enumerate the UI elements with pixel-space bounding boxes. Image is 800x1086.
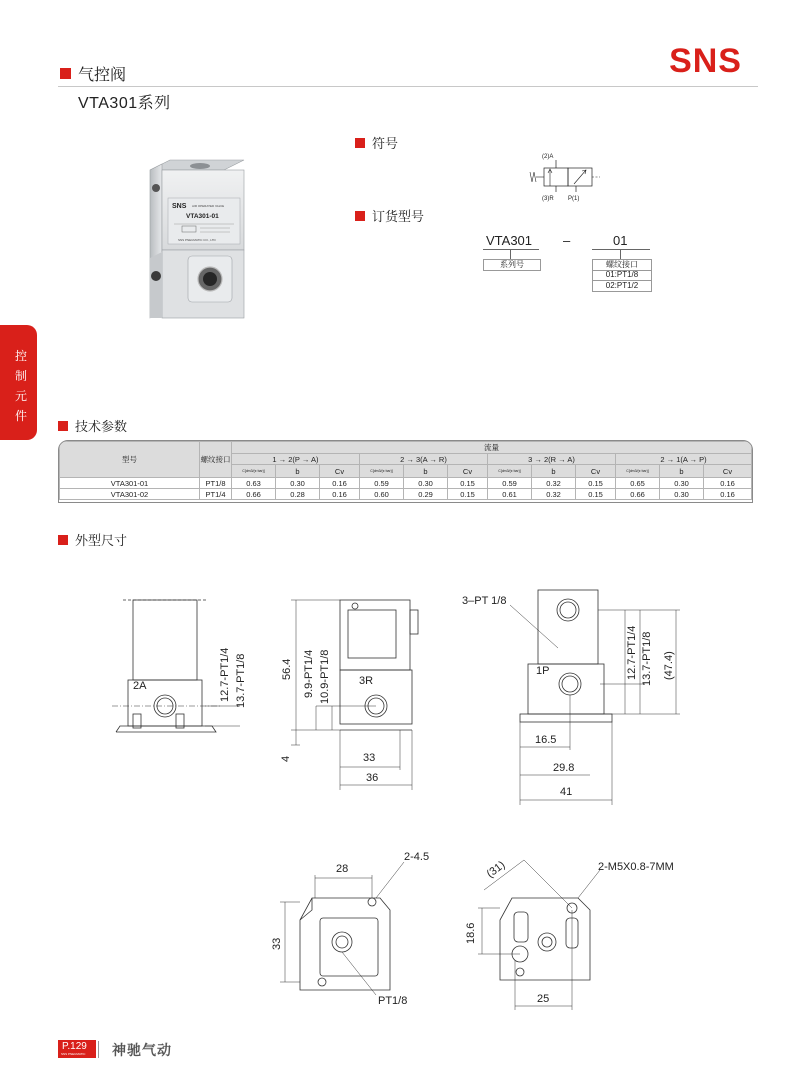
thread-code-underline (592, 249, 650, 250)
row-value: 0.61 (488, 489, 532, 500)
symbol-port-p: P(1) (568, 196, 580, 202)
sub-header-b: b (404, 465, 448, 478)
category-side-tab (0, 325, 37, 440)
row-model: VTA301-02 (60, 489, 200, 500)
section-heading (60, 62, 126, 85)
right-ports-label: 3–PT 1/8 (462, 595, 507, 607)
row-value: 0.30 (404, 478, 448, 489)
side-height: 56.4 (281, 658, 293, 680)
row-value: 0.59 (488, 478, 532, 489)
order-thread-code: 01 (613, 233, 628, 248)
valve-symbol-diagram (528, 150, 628, 202)
page-number: P.129 (62, 1041, 87, 1052)
symbol-title: 符号 (372, 136, 399, 151)
col-model-header: 型号 (60, 442, 200, 478)
page-number-badge (58, 1040, 96, 1058)
bullet-square-icon (58, 421, 68, 431)
row-value: 0.66 (232, 489, 276, 500)
tech-title: 技术参数 (75, 419, 128, 434)
sub-header-b: b (532, 465, 576, 478)
product-label-text: AIR OPERATED VALVE (192, 204, 225, 208)
mount-view-drawing (478, 860, 600, 1010)
product-photo (140, 158, 270, 328)
bottom-thread: PT1/8 (378, 995, 408, 1007)
row-value: 0.60 (360, 489, 404, 500)
sub-header-cv: Cv (320, 465, 360, 478)
brand-logo: SNS (669, 42, 742, 80)
mount-width: 25 (537, 993, 550, 1005)
sub-header-b: b (276, 465, 320, 478)
series-leader-line (510, 250, 511, 259)
right-width-2: 29.8 (553, 762, 575, 774)
front-port-label: 2A (133, 680, 147, 692)
row-value: 0.32 (532, 489, 576, 500)
row-value: 0.15 (576, 489, 616, 500)
row-model: VTA301-01 (60, 478, 200, 489)
order-series-code: VTA301 (486, 233, 533, 248)
mount-screw: 2-M5X0.8-7MM (598, 861, 674, 873)
side-width-1: 33 (363, 752, 376, 764)
right-dim-b: 13.7-PT1/8 (641, 631, 653, 686)
flow-group-header: 2 → 1(A → P) (616, 454, 752, 465)
col-flow-header: 流量 (232, 442, 752, 454)
product-brand: SNS (172, 203, 187, 210)
side-tab-char: 元 (14, 389, 27, 403)
bullet-square-icon (60, 68, 71, 79)
flow-group-header: 2 → 3(A → R) (360, 454, 488, 465)
header-divider (58, 86, 758, 87)
row-value: 0.63 (232, 478, 276, 489)
order-dash: – (563, 233, 571, 248)
series-code-underline (483, 249, 539, 250)
symbol-heading (355, 133, 398, 152)
product-model: VTA301-01 (186, 213, 219, 220)
dimension-title: 外型尺寸 (75, 533, 128, 548)
front-dim-b: 13.7-PT1/8 (235, 653, 247, 708)
flow-group-header: 1 → 2(P → A) (232, 454, 360, 465)
dimension-drawings (0, 580, 800, 1030)
thread-option-2: 02:PT1/2 (592, 281, 652, 292)
side-dim-a: 9.9-PT1/4 (303, 649, 315, 698)
row-value: 0.30 (660, 478, 704, 489)
order-heading (355, 206, 424, 225)
bottom-holes: 2-4.5 (404, 851, 430, 863)
symbol-port-a: (2)A (542, 154, 554, 160)
bottom-width: 28 (336, 863, 349, 875)
row-value: 0.59 (360, 478, 404, 489)
right-port-label: 1P (536, 665, 550, 677)
thread-option-1: 01:PT1/8 (592, 270, 652, 281)
bullet-square-icon (355, 138, 365, 148)
sub-header-cv: Cv (704, 465, 752, 478)
dimension-heading (58, 530, 127, 549)
side-tab-char: 制 (14, 369, 27, 383)
side-width-2: 36 (366, 772, 379, 784)
order-title: 订货型号 (372, 209, 425, 224)
bullet-square-icon (355, 211, 365, 221)
front-dim-a: 12.7-PT1/4 (219, 647, 231, 702)
side-port-label: 3R (359, 675, 374, 687)
page-badge-subtitle: SNS PNEUMATIC (61, 1052, 86, 1056)
right-dim-a: 12.7-PT1/4 (626, 625, 638, 680)
bottom-height: 33 (271, 937, 283, 950)
thread-label-box: 螺纹接口 (592, 259, 652, 271)
row-value: 0.30 (660, 489, 704, 500)
footer-divider (98, 1041, 99, 1058)
row-value: 0.15 (448, 478, 488, 489)
mount-diagonal: (31) (484, 859, 508, 881)
side-base: 4 (280, 755, 292, 762)
row-thread: PT1/8 (200, 478, 232, 489)
row-value: 0.32 (532, 478, 576, 489)
mount-height: 18.6 (465, 922, 477, 944)
section-title: 气控阀 (78, 67, 127, 84)
row-thread: PT1/4 (200, 489, 232, 500)
bottom-view-drawing (280, 862, 404, 995)
sub-header-c: C[dm3/(s·bar)] (232, 465, 276, 478)
row-value: 0.16 (320, 489, 360, 500)
row-value: 0.16 (320, 478, 360, 489)
right-view-drawing (510, 590, 680, 805)
table-row (60, 478, 752, 489)
spec-table (58, 440, 753, 503)
right-width-1: 16.5 (535, 734, 557, 746)
side-dim-b: 10.9-PT1/8 (319, 649, 331, 704)
product-maker: SNS PNEUMATIC CO., LTD (178, 238, 216, 242)
symbol-port-r: (3)R (542, 196, 554, 202)
row-value: 0.30 (276, 478, 320, 489)
row-value: 0.28 (276, 489, 320, 500)
bullet-square-icon (58, 535, 68, 545)
row-value: 0.29 (404, 489, 448, 500)
company-name: 神驰气动 (112, 1042, 172, 1058)
col-thread-header: 螺纹接口 (200, 442, 232, 478)
sub-header-c: C[dm3/(s·bar)] (616, 465, 660, 478)
sub-header-c: C[dm3/(s·bar)] (488, 465, 532, 478)
flow-group-header: 3 → 2(R → A) (488, 454, 616, 465)
right-width-3: 41 (560, 786, 573, 798)
row-value: 0.66 (616, 489, 660, 500)
tech-heading (58, 416, 127, 435)
side-tab-char: 件 (14, 409, 27, 423)
side-tab-char: 控 (14, 349, 27, 363)
row-value: 0.16 (704, 478, 752, 489)
row-value: 0.15 (448, 489, 488, 500)
thread-leader-line (620, 250, 621, 259)
sub-header-c: C[dm3/(s·bar)] (360, 465, 404, 478)
right-dim-c: (47.4) (663, 651, 675, 680)
sub-header-cv: Cv (576, 465, 616, 478)
row-value: 0.16 (704, 489, 752, 500)
series-title: VTA301系列 (78, 95, 171, 112)
row-value: 0.15 (576, 478, 616, 489)
sub-header-b: b (660, 465, 704, 478)
row-value: 0.65 (616, 478, 660, 489)
table-row (60, 489, 752, 500)
series-label-box: 系列号 (483, 259, 541, 271)
sub-header-cv: Cv (448, 465, 488, 478)
